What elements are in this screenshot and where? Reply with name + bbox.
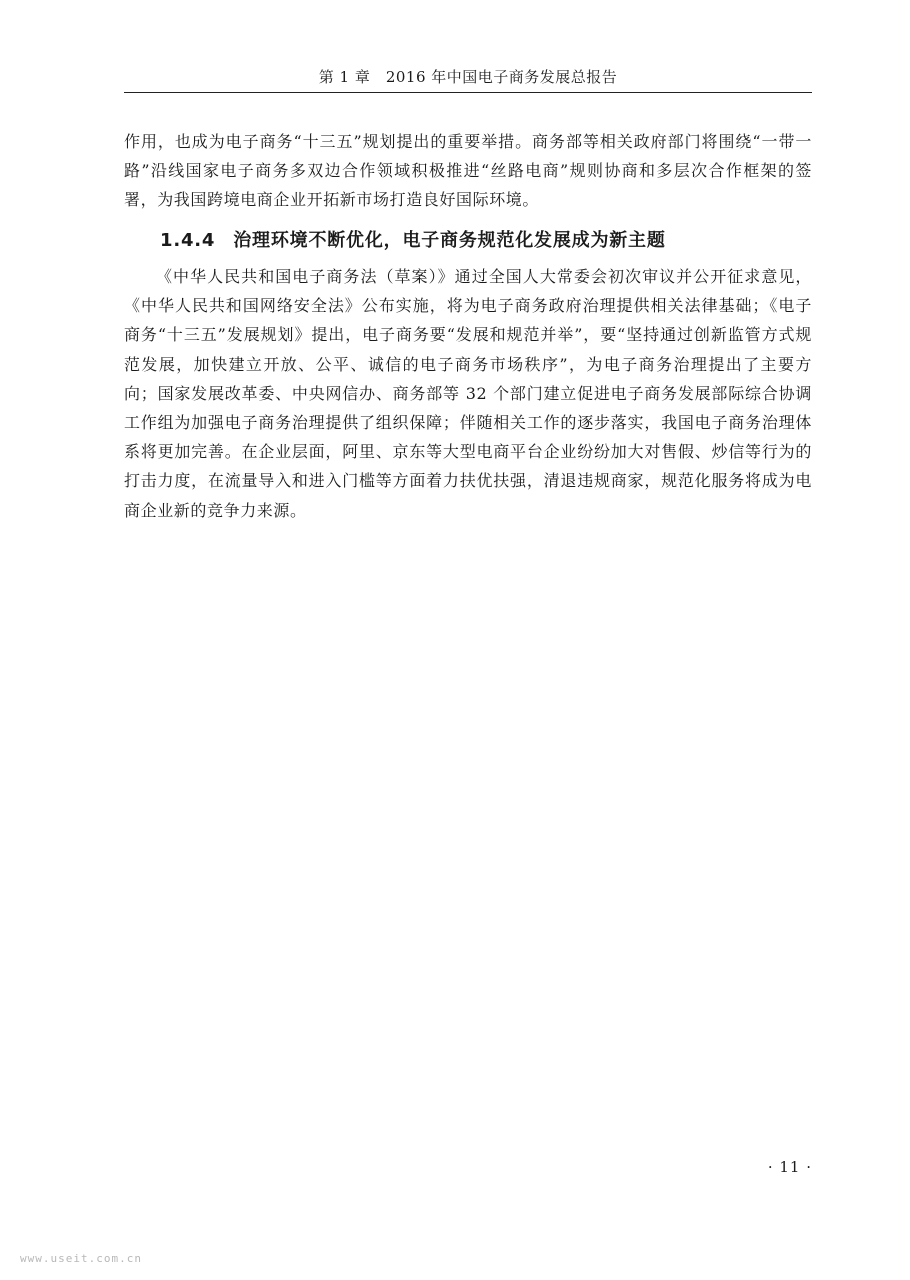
section-number: 1.4.4 xyxy=(160,230,216,251)
page-number: · 11 · xyxy=(767,1158,812,1176)
section-heading xyxy=(160,226,812,252)
header-rule xyxy=(124,92,812,93)
section-title: 治理环境不断优化，电子商务规范化发展成为新主题 xyxy=(233,230,666,251)
paragraph-continued: 作用，也成为电子商务“十三五”规划提出的重要举措。商务部等相关政府部门将围绕“一带一路”沿线国家电子商务多双边合作领域积极推进“丝路电商”规则协商和多层次合作框架的签署，为我国跨境电商企业开拓新市场打造良好国际环境。 xyxy=(124,132,812,210)
running-header: 第 1 章 2016 年中国电子商务发展总报告 xyxy=(318,68,618,86)
paragraph-governance: 《中华人民共和国电子商务法（草案）》通过全国人大常委会初次审议并公开征求意见，《中华人民共和国网络安全法》公布实施，将为电子商务政府治理提供相关法律基础；《电子商务“十三五”发展规划》提出，电子商务要“发展和规范并举”，要“坚持通过创新监管方式规范发展，加快建立开放、公平、诚信的电子商务市场秩序”，为电子商务治理提出了主要方向；国家发展改革委、中央网信办、商务部等 32 个部门建立促进电子商务发展部际综合协调工作组为加强电子商务治理提供了组织保障；伴随相关工作的逐步落实，我国电子商务治理体系将更加完善。在企业层面，阿里、京东等大型电商平台企业纷纷加大对售假、炒信等行为的打击力度，在流量导入和进入门槛等方面着力扶优扶强，清退违规商家，规范化服务将成为电商企业新的竞争力来源。 xyxy=(124,267,812,520)
watermark: www.useit.com.cn xyxy=(20,1252,142,1265)
